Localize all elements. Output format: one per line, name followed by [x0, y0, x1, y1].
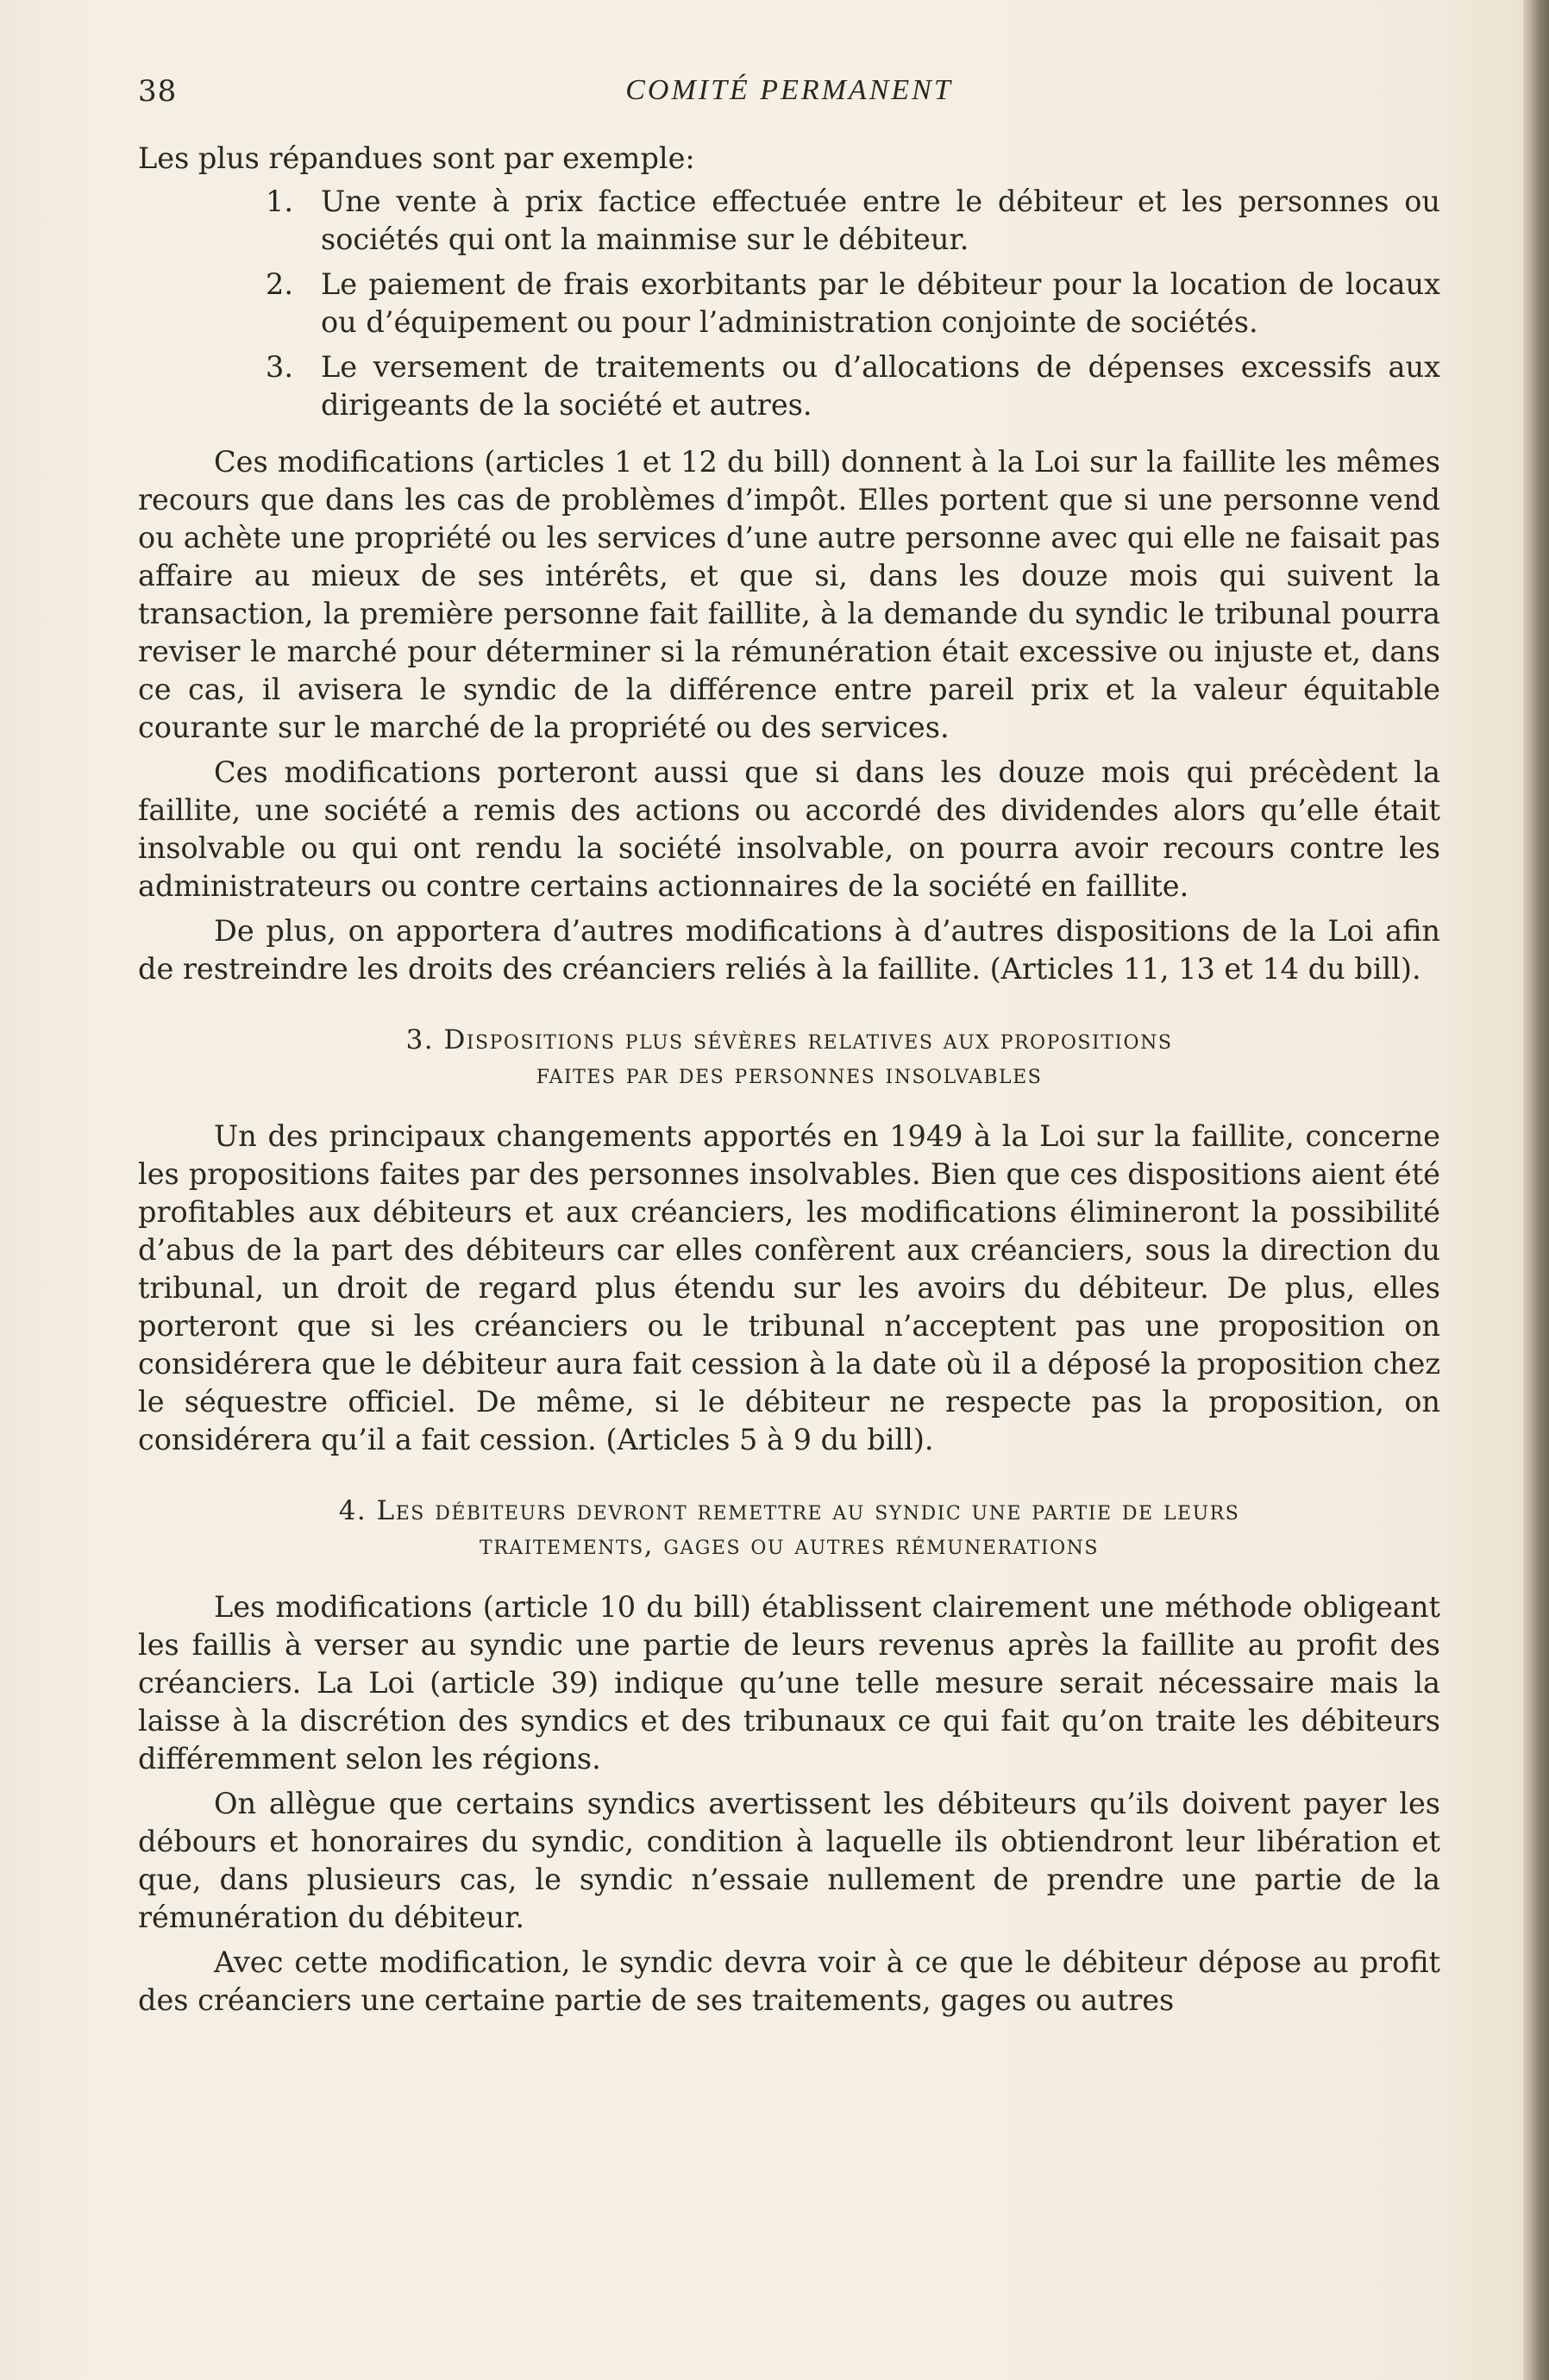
- book-spine-shadow: [1523, 0, 1549, 2380]
- section-heading-line: 4. Les débiteurs devront remettre au syndic une partie de leurs: [338, 1495, 1240, 1526]
- section-heading-line: traitements, gages ou autres rémunerations: [480, 1530, 1099, 1561]
- section-heading-3: [190, 1023, 1389, 1092]
- section-heading-line: faites par des personnes insolvables: [536, 1059, 1043, 1090]
- list-item-text: Le paiement de frais exorbitants par le débiteur pour la location de locaux ou d’équipement ou pour l’administration conjointe de sociétés.: [321, 267, 1440, 339]
- intro-line: Les plus répandues sont par exemple:: [138, 141, 695, 175]
- list-item-number: 3.: [266, 350, 293, 384]
- list-item-text: Le versement de traitements ou d’allocations de dépenses excessifs aux dirigeants de la société et autres.: [321, 350, 1440, 422]
- list-item: [138, 348, 1440, 424]
- page-number: 38: [138, 74, 178, 109]
- list-item-text: Une vente à prix factice effectuée entre le débiteur et les personnes ou sociétés qui ont la mainmise sur le débiteur.: [321, 185, 1440, 256]
- list-item-number: 1.: [266, 185, 293, 218]
- section-heading-4: [190, 1494, 1389, 1563]
- paragraph: Les modifications (article 10 du bill) établissent clairement une méthode obligeant les faillis à verser au syndic une partie de leurs revenus après la faillite au profit des créanciers. La Loi (article 39) indique qu’une telle mesure serait nécessaire mais la laisse à la discrétion des syndics et des tribunaux ce qui fait qu’on traite les débiteurs différemment selon les régions.: [138, 1590, 1440, 1776]
- numbered-list: [138, 183, 1440, 424]
- list-item: [138, 183, 1440, 259]
- paragraph: Ces modifications (articles 1 et 12 du bill) donnent à la Loi sur la faillite les mêmes recours que dans les cas de problèmes d’impôt. Elles portent que si une personne vend ou achète une propriété ou les services d’une autre personne avec qui elle ne faisait pas affaire au mieux de ses intérêts, et que si, dans les douze mois qui suivent la transaction, la première personne fait faillite, à la demande du syndic le tribunal pourra reviser le marché pour déterminer si la rémunération était excessive ou injuste et, dans ce cas, il avisera le syndic de la différence entre pareil prix et la valeur équitable courante sur le marché de la propriété ou des services.: [138, 445, 1440, 744]
- paragraph: Ces modifications porteront aussi que si dans les douze mois qui précèdent la faillite, une société a remis des actions ou accordé des dividendes alors qu’elle était insolvable ou qui ont rendu la société insolvable, on pourra avoir recours contre les administrateurs ou contre certains actionnaires de la société en faillite.: [138, 755, 1440, 903]
- paragraph: On allègue que certains syndics avertissent les débiteurs qu’ils doivent payer les débours et honoraires du syndic, condition à laquelle ils obtiendront leur libération et que, dans plusieurs cas, le syndic n’essaie nullement de prendre une partie de la rémunération du débiteur.: [138, 1787, 1440, 1934]
- page-body: [138, 140, 1440, 2026]
- page-header: [138, 69, 1440, 121]
- running-title: COMITÉ PERMANENT: [625, 74, 953, 106]
- paragraph: Un des principaux changements apportés en 1949 à la Loi sur la faillite, concerne les propositions faites par des personnes insolvables. Bien que ces dispositions aient été profitables aux débiteurs et aux créanciers, les modifications élimineront la possibilité d’abus de la part des débiteurs car elles confèrent aux créanciers, sous la direction du tribunal, un droit de regard plus étendu sur les avoirs du débiteur. De plus, elles porteront que si les créanciers ou le tribunal n’acceptent pas une proposition on considérera que le débiteur aura fait cession à la date où il a déposé la proposition chez le séquestre officiel. De même, si le débiteur ne respecte pas la proposition, on considérera qu’il a fait cession. (Articles 5 à 9 du bill).: [138, 1119, 1440, 1456]
- section-heading-line: 3. Dispositions plus sévères relatives aux propositions: [405, 1024, 1173, 1055]
- paragraph: Avec cette modification, le syndic devra voir à ce que le débiteur dépose au profit des créanciers une certaine partie de ses traitements, gages ou autres: [138, 1945, 1440, 2017]
- paragraph: De plus, on apportera d’autres modifications à d’autres dispositions de la Loi afin de restreindre les droits des créanciers reliés à la faillite. (Articles 11, 13 et 14 du bill).: [138, 914, 1440, 986]
- list-item: [138, 266, 1440, 341]
- list-item-number: 2.: [266, 267, 293, 301]
